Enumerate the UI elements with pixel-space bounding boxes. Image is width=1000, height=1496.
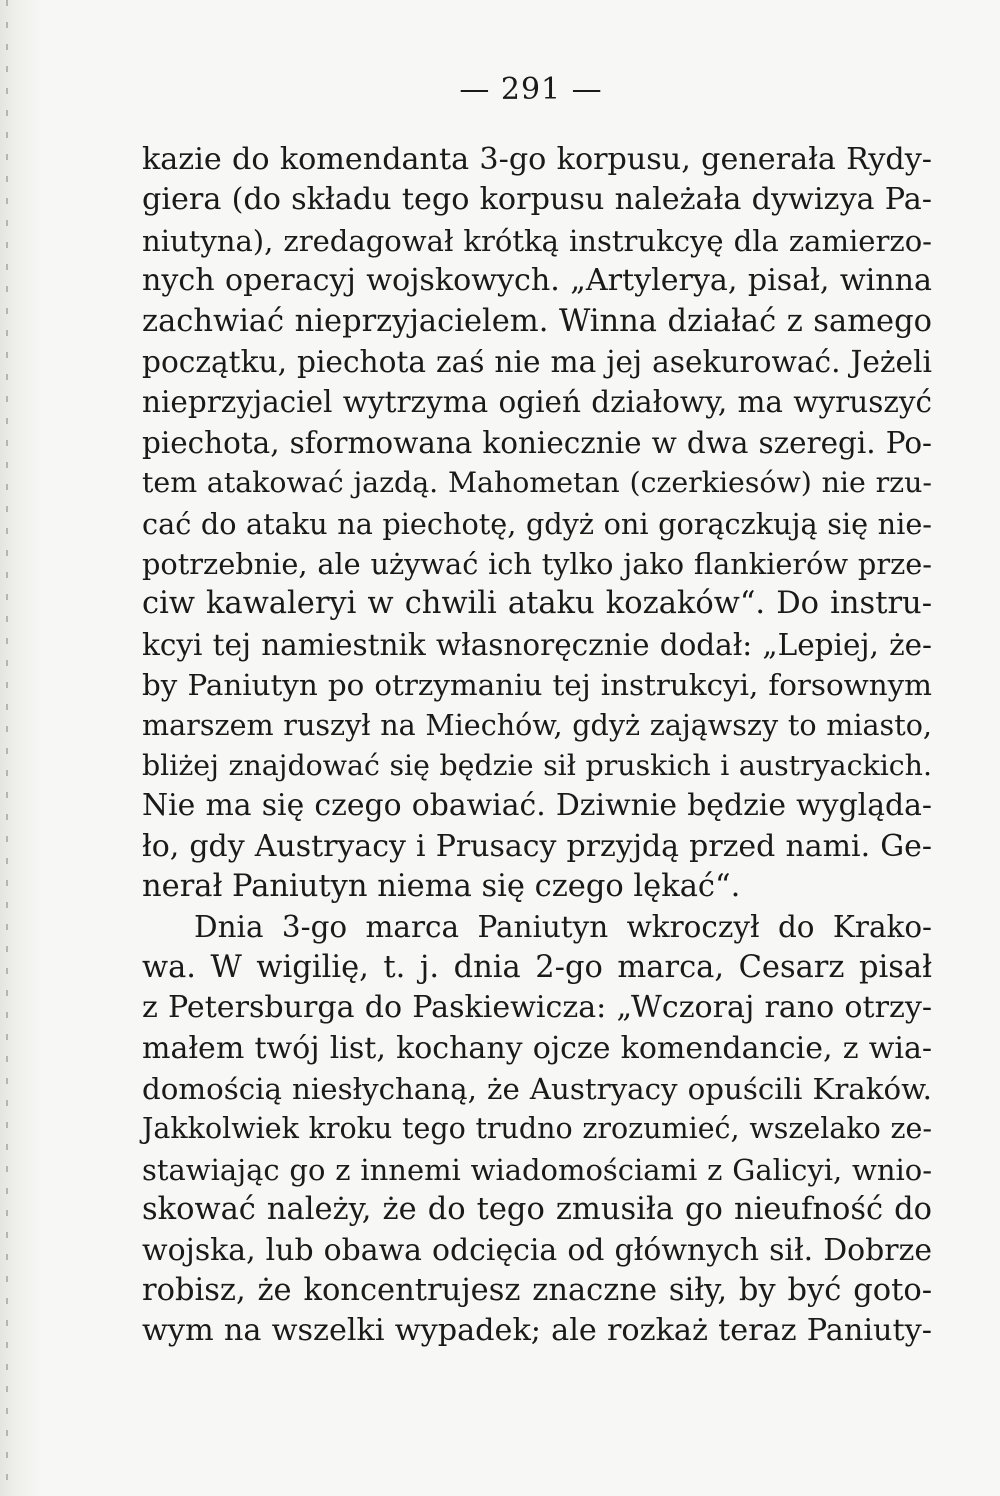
text-line: stawiając go z innemi wiadomościami z Galicyi, wnio- xyxy=(142,1152,932,1187)
text-line: kcyi tej namiestnik własnoręcznie dodał: „Lepiej, że- xyxy=(142,627,932,662)
text-line: marszem ruszył na Miechów, gdyż zająwszy to miasto, xyxy=(142,708,932,743)
text-line: ło, gdy Austryacy i Prusacy przyjdą przed nami. Ge- xyxy=(142,828,932,864)
text-line: ciw kawaleryi w chwili ataku kozaków“. Do instru- xyxy=(142,586,932,622)
body-text xyxy=(142,140,932,1352)
page-number-text: — 291 — xyxy=(459,72,603,107)
text-line: Jakkolwiek kroku tego trudno zrozumieć, wszelako ze- xyxy=(142,1112,932,1146)
text-line: cać do ataku na piechotę, gdyż oni gorączkują się nie- xyxy=(142,506,932,541)
text-line: małem twój list, kochany ojcze komendancie, z wia- xyxy=(142,1030,932,1066)
text-line: niutyna), zredagował krótką instrukcyę dla zamierzo- xyxy=(142,223,932,258)
text-line: potrzebnie, ale używać ich tylko jako flankierów prze- xyxy=(142,546,932,581)
page-number xyxy=(0,72,1000,107)
text-line: wa. W wigilię, t. j. dnia 2-go marca, Cesarz pisał xyxy=(142,949,932,985)
text-line-paragraph-end: nerał Paniutyn niema się czego lękać“. xyxy=(142,869,741,905)
text-line: nieprzyjaciel wytrzyma ogień działowy, ma wyruszyć xyxy=(142,385,932,420)
text-line: giera (do składu tego korpusu należała dywizya Pa- xyxy=(142,182,932,218)
text-line: Nie ma się czego obawiać. Dziwnie będzie wygląda- xyxy=(142,788,932,824)
text-line: początku, piechota zaś nie ma jej asekurować. Jeżeli xyxy=(142,343,932,379)
text-line: by Paniutyn po otrzymaniu tej instrukcyi, forsownym xyxy=(142,668,932,703)
text-line: piechota, sformowana koniecznie w dwa szeregi. Po- xyxy=(142,425,932,460)
text-line: robisz, że koncentrujesz znaczne siły, by być goto- xyxy=(142,1272,932,1308)
text-line: z Petersburga do Paskiewicza: „Wczoraj rano otrzy- xyxy=(142,990,932,1026)
text-line: zachwiać nieprzyjacielem. Winna działać z samego xyxy=(142,303,932,339)
text-line: skować należy, że do tego zmusiła go nieufność do xyxy=(142,1192,932,1228)
text-line: domością niesłychaną, że Austryacy opuścili Kraków. xyxy=(142,1071,932,1106)
text-line: wym na wszelki wypadek; ale rozkaż teraz Paniuty- xyxy=(142,1313,932,1349)
text-line-paragraph-start: Dnia 3-go marca Paniutyn wkroczył do Krako- xyxy=(194,910,932,945)
text-line: nych operacyj wojskowych. „Artylerya, pisał, winna xyxy=(142,263,932,299)
text-line: tem atakować jazdą. Mahometan (czerkiesów) nie rzu- xyxy=(142,466,932,500)
text-line: kazie do komendanta 3-go korpusu, generała Rydy- xyxy=(142,142,932,177)
gutter-shadow-line xyxy=(6,0,8,1496)
text-line: bliżej znajdować się będzie sił pruskich i austryackich. xyxy=(142,748,932,782)
text-line: wojska, lub obawa odcięcia od głównych sił. Dobrze xyxy=(142,1232,932,1268)
page-gutter xyxy=(0,0,42,1496)
